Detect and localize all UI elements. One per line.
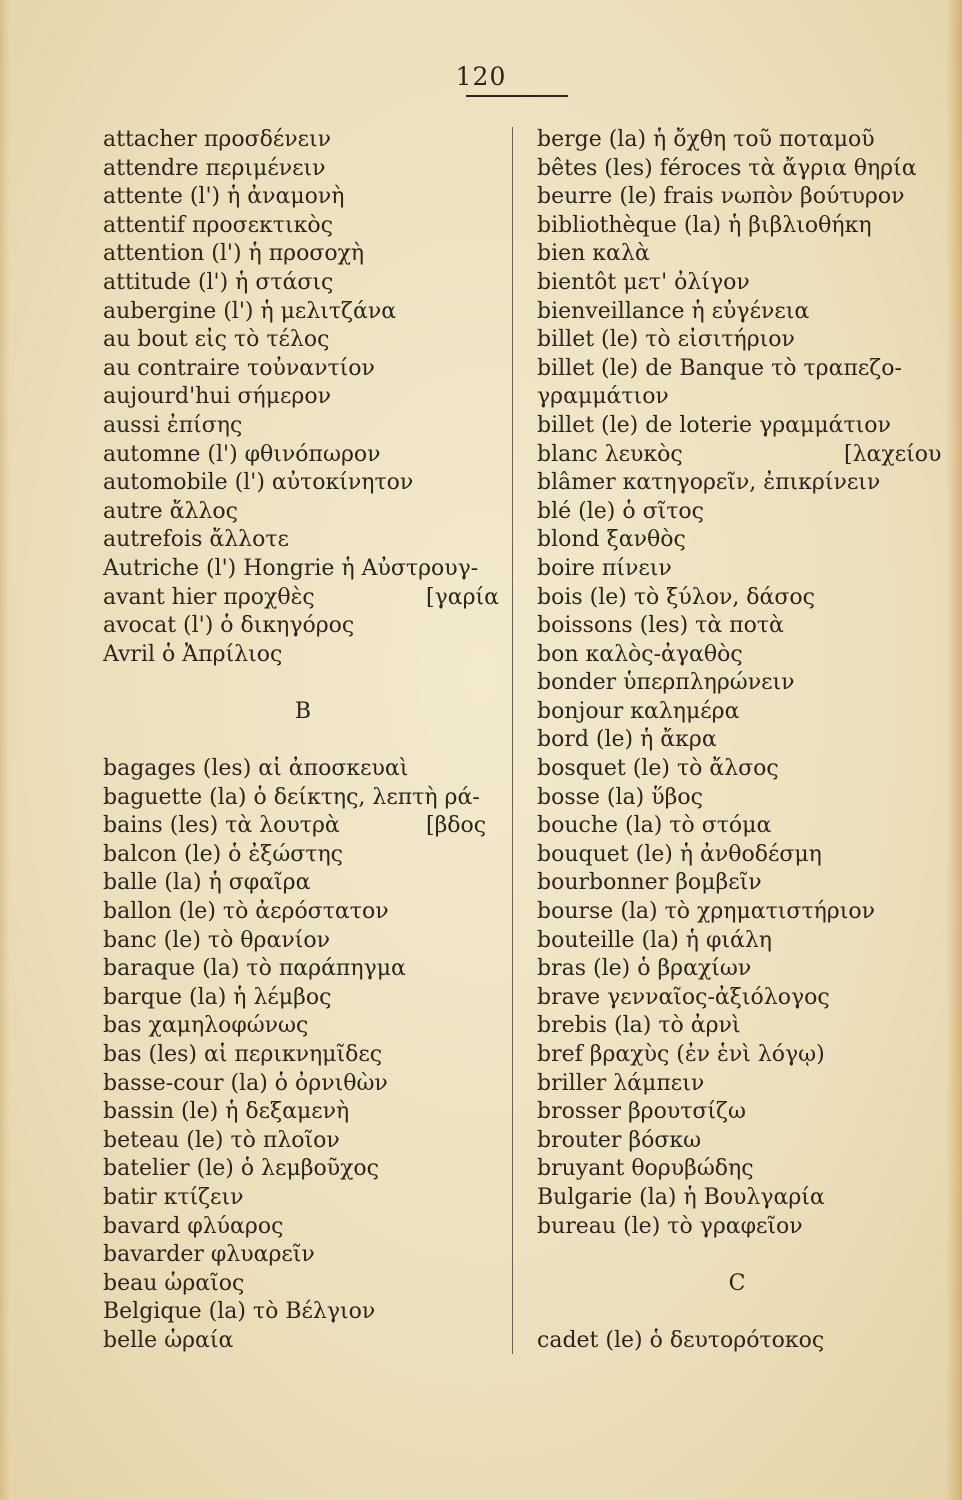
entry-text: attendre περιμένειν <box>103 155 326 181</box>
dictionary-entry <box>537 726 937 755</box>
entry-text: cadet (le) ὁ δευτορότοκος <box>537 1327 825 1353</box>
dictionary-entry <box>103 841 503 870</box>
header-rule <box>466 95 568 97</box>
entry-text: bêtes (les) féroces τὰ ἄγρια θηρία <box>537 155 917 181</box>
entry-text: Belgique (la) τὸ Βέλγιον <box>103 1299 376 1325</box>
dictionary-entry <box>103 1012 503 1041</box>
entry-text: brosser βρουτσίζω <box>537 1099 746 1125</box>
dictionary-entry <box>537 1327 937 1356</box>
entry-text: bonjour καλημέρα <box>537 698 740 724</box>
dictionary-entry <box>103 1041 503 1070</box>
dictionary-entry <box>537 755 937 784</box>
entry-text: aubergine (l') ἡ μελιτζάνα <box>103 298 397 324</box>
entry-text: bassin (le) ἡ δεξαμενὴ <box>103 1099 350 1125</box>
dictionary-entry <box>103 784 503 813</box>
entry-text: brouter βόσκω <box>537 1127 702 1153</box>
dictionary-entry <box>103 1270 503 1299</box>
dictionary-entry <box>103 612 503 641</box>
dictionary-entry <box>537 269 937 298</box>
entry-text: attacher προσδένειν <box>103 127 332 152</box>
page-edge-shadow-left <box>0 0 10 1500</box>
entry-text: Bulgarie (la) ἡ Βουλγαρία <box>537 1184 825 1210</box>
dictionary-entry <box>537 155 937 184</box>
dictionary-entry <box>103 1327 503 1356</box>
entry-continuation: [βδος <box>426 813 487 839</box>
dictionary-entry <box>103 383 503 412</box>
dictionary-entry <box>537 1041 937 1070</box>
entry-text: aussi ἐπίσης <box>103 412 243 438</box>
entry-text: billet (le) τὸ εἰσιτήριον <box>537 327 795 353</box>
entry-continuation: [λαχείου <box>844 441 942 467</box>
entry-text: avocat (l') ὁ δικηγόρος <box>103 613 355 639</box>
entry-text: Avril ὁ Ἀπρίλιος <box>103 641 283 667</box>
dictionary-entry <box>103 1098 503 1127</box>
entry-text: au bout εἰς τὸ τέλος <box>103 327 330 353</box>
entry-continuation: [γαρία <box>426 584 500 610</box>
entry-text: bouquet (le) ἡ ἀνθοδέσμη <box>537 841 822 867</box>
dictionary-entry <box>103 584 503 613</box>
entry-text: Autriche (l') Hongrie ἡ Αὐστρουγ- <box>103 555 479 581</box>
entry-text: bouche (la) τὸ στόμα <box>537 813 772 839</box>
dictionary-entry <box>537 298 937 327</box>
entry-text: beteau (le) τὸ πλοῖον <box>103 1127 340 1153</box>
dictionary-entry <box>537 526 937 555</box>
entry-text: bouteille (la) ἡ φιάλη <box>537 927 772 953</box>
left-column <box>103 126 503 1356</box>
entry-text: γραμμάτιον <box>537 384 669 410</box>
dictionary-entry <box>537 412 937 441</box>
dictionary-entry <box>537 441 942 470</box>
page-edge-shadow-right <box>946 0 962 1500</box>
dictionary-entry <box>103 298 503 327</box>
entry-text: automne (l') φθινόπωρον <box>103 441 381 467</box>
dictionary-entry <box>103 441 503 470</box>
entry-text: baguette (la) ὁ δείκτης, λεπτὴ ρά- <box>103 784 480 810</box>
dictionary-entry <box>103 1241 503 1270</box>
dictionary-entry <box>537 183 937 212</box>
dictionary-entry <box>537 984 937 1013</box>
entry-text: briller λάμπειν <box>537 1070 705 1096</box>
entry-text: blé (le) ὁ σῖτος <box>537 498 704 524</box>
dictionary-entry <box>537 812 937 841</box>
dictionary-entry <box>103 1070 503 1099</box>
dictionary-entry <box>103 927 503 956</box>
entry-text: attention (l') ἡ προσοχὴ <box>103 241 365 267</box>
entry-text: bienveillance ἡ εὐγένεια <box>537 298 810 324</box>
dictionary-entry <box>103 526 503 555</box>
dictionary-entry <box>103 555 503 584</box>
dictionary-entry <box>103 1127 503 1156</box>
dictionary-entry <box>103 326 503 355</box>
entry-text: brebis (la) τὸ ἀρνὶ <box>537 1013 741 1039</box>
dictionary-entry <box>103 183 503 212</box>
dictionary-entry <box>537 584 937 613</box>
dictionary-entry <box>103 240 503 269</box>
entry-text: automobile (l') αὐτοκίνητον <box>103 470 414 496</box>
dictionary-entry <box>537 898 937 927</box>
entry-text: attitude (l') ἡ στάσις <box>103 269 334 295</box>
dictionary-entry <box>537 1213 937 1242</box>
dictionary-entry <box>537 383 937 412</box>
dictionary-entry <box>537 555 937 584</box>
dictionary-entry <box>103 1213 503 1242</box>
dictionary-entry <box>537 1098 937 1127</box>
entry-text: beurre (le) frais νωπὸν βούτυρον <box>537 184 905 210</box>
entry-text: baraque (la) τὸ παράπηγμα <box>103 956 406 982</box>
entry-text: blond ξανθὸς <box>537 527 686 553</box>
entry-text: balcon (le) ὁ ἐξώστης <box>103 841 343 867</box>
entry-text: bref βραχὺς (ἐν ἑνὶ λόγῳ) <box>537 1042 825 1067</box>
entry-text: balle (la) ἡ σφαῖρα <box>103 870 311 896</box>
entry-text: bois (le) τὸ ξύλον, δάσος <box>537 584 815 610</box>
entry-text: bonder ὑπερπληρώνειν <box>537 670 795 696</box>
entry-text: berge (la) ἡ ὄχθη τοῦ ποταμοῦ <box>537 127 875 152</box>
dictionary-entry <box>537 1127 937 1156</box>
entry-text: batelier (le) ὁ λεμβοῦχος <box>103 1156 379 1182</box>
entry-text: basse-cour (la) ὁ ὀρνιθὼν <box>103 1070 388 1096</box>
entry-text: bas (les) αἱ περικνημῖδες <box>103 1042 383 1067</box>
entry-text: autre ἄλλος <box>103 498 238 524</box>
entry-text: boissons (les) τὰ ποτὰ <box>537 613 784 639</box>
entry-text: bon καλὸς-ἀγαθὸς <box>537 641 743 667</box>
entry-text: ballon (le) τὸ ἀερόστατον <box>103 899 389 925</box>
entry-text: banc (le) τὸ θρανίον <box>103 927 330 953</box>
dictionary-entry <box>103 984 503 1013</box>
dictionary-entry <box>537 927 937 956</box>
dictionary-entry <box>103 469 503 498</box>
dictionary-entry <box>103 212 503 241</box>
dictionary-entry <box>537 612 937 641</box>
entry-text: bras (le) ὁ βραχίων <box>537 956 752 982</box>
dictionary-entry <box>537 641 937 670</box>
dictionary-entry <box>103 812 503 841</box>
dictionary-entry <box>537 1012 937 1041</box>
dictionary-entry <box>537 669 937 698</box>
entry-text: autrefois ἄλλοτε <box>103 527 289 553</box>
entry-text: beau ὡραῖος <box>103 1270 245 1296</box>
dictionary-entry <box>537 212 937 241</box>
section-letter: B <box>294 698 312 724</box>
dictionary-entry <box>103 755 503 784</box>
dictionary-entry <box>537 240 937 269</box>
dictionary-entry <box>103 355 503 384</box>
column-divider <box>512 127 513 1354</box>
entry-text: bureau (le) τὸ γραφεῖον <box>537 1213 803 1239</box>
dictionary-entry <box>103 412 503 441</box>
entry-text: bibliothèque (la) ἡ βιβλιοθήκη <box>537 212 872 238</box>
dictionary-entry <box>103 269 503 298</box>
dictionary-entry <box>103 869 503 898</box>
entry-text: barque (la) ἡ λέμβος <box>103 984 332 1010</box>
entry-text: au contraire τοὐναντίον <box>103 355 375 381</box>
blank-line <box>103 669 503 698</box>
entry-text: boire πίνειν <box>537 555 672 581</box>
dictionary-entry <box>537 1184 937 1213</box>
entry-text: bientôt μετ' ὀλίγον <box>537 269 750 295</box>
entry-text: bavarder φλυαρεῖν <box>103 1242 315 1268</box>
dictionary-entry <box>103 641 503 670</box>
entry-text: attentif προσεκτικὸς <box>103 212 333 238</box>
entry-text: bord (le) ἡ ἄκρα <box>537 727 717 753</box>
dictionary-entry <box>537 841 937 870</box>
entry-text: bains (les) τὰ λουτρὰ <box>103 813 340 839</box>
entry-text: bagages (les) αἱ ἀποσκευαὶ <box>103 756 409 782</box>
dictionary-entry <box>537 869 937 898</box>
blank-line <box>537 1298 937 1327</box>
dictionary-entry <box>537 1070 937 1099</box>
entry-text: blanc λευκὸς <box>537 441 683 467</box>
right-column <box>537 126 942 1356</box>
entry-text: brave γενναῖος-ἀξιόλογος <box>537 984 830 1010</box>
dictionary-entry <box>103 498 503 527</box>
dictionary-entry <box>537 784 937 813</box>
dictionary-entry <box>103 1155 503 1184</box>
dictionary-entry <box>537 955 937 984</box>
entry-text: bourse (la) τὸ χρηματιστήριον <box>537 899 875 925</box>
dictionary-entry <box>537 355 937 384</box>
dictionary-entry <box>103 1298 503 1327</box>
entry-text: billet (le) de loterie γραμμάτιον <box>537 412 891 438</box>
entry-text: bien καλὰ <box>537 241 650 267</box>
entry-text: bas χαμηλοφώνως <box>103 1013 309 1039</box>
entry-text: bosquet (le) τὸ ἄλσος <box>537 756 779 782</box>
dictionary-entry <box>103 955 503 984</box>
dictionary-entry <box>537 126 937 155</box>
dictionary-entry <box>537 498 937 527</box>
entry-text: bruyant θορυβώδης <box>537 1156 754 1182</box>
section-letter: C <box>728 1270 746 1296</box>
dictionary-entry <box>537 469 937 498</box>
dictionary-entry <box>537 1155 937 1184</box>
dictionary-entry <box>103 155 503 184</box>
blank-line <box>537 1241 937 1270</box>
entry-text: bosse (la) ὕβος <box>537 784 703 810</box>
blank-line <box>103 726 503 755</box>
dictionary-entry <box>103 126 503 155</box>
entry-text: aujourd'hui σήμερον <box>103 384 331 410</box>
dictionary-entry <box>537 326 937 355</box>
dictionary-entry <box>103 1184 503 1213</box>
page-number: 120 <box>455 62 507 91</box>
entry-text: bavard φλύαρος <box>103 1213 284 1239</box>
dictionary-entry <box>537 698 937 727</box>
entry-text: blâmer κατηγορεῖν, ἐπικρίνειν <box>537 470 881 496</box>
entry-text: batir κτίζειν <box>103 1184 244 1210</box>
entry-text: bourbonner βομβεῖν <box>537 870 762 896</box>
dictionary-entry <box>103 898 503 927</box>
entry-text: belle ὡραία <box>103 1327 234 1353</box>
entry-text: avant hier προχθὲς <box>103 584 315 610</box>
entry-text: attente (l') ἡ ἀναμονὴ <box>103 184 345 210</box>
entry-text: billet (le) de Banque τὸ τραπεζο- <box>537 355 902 381</box>
